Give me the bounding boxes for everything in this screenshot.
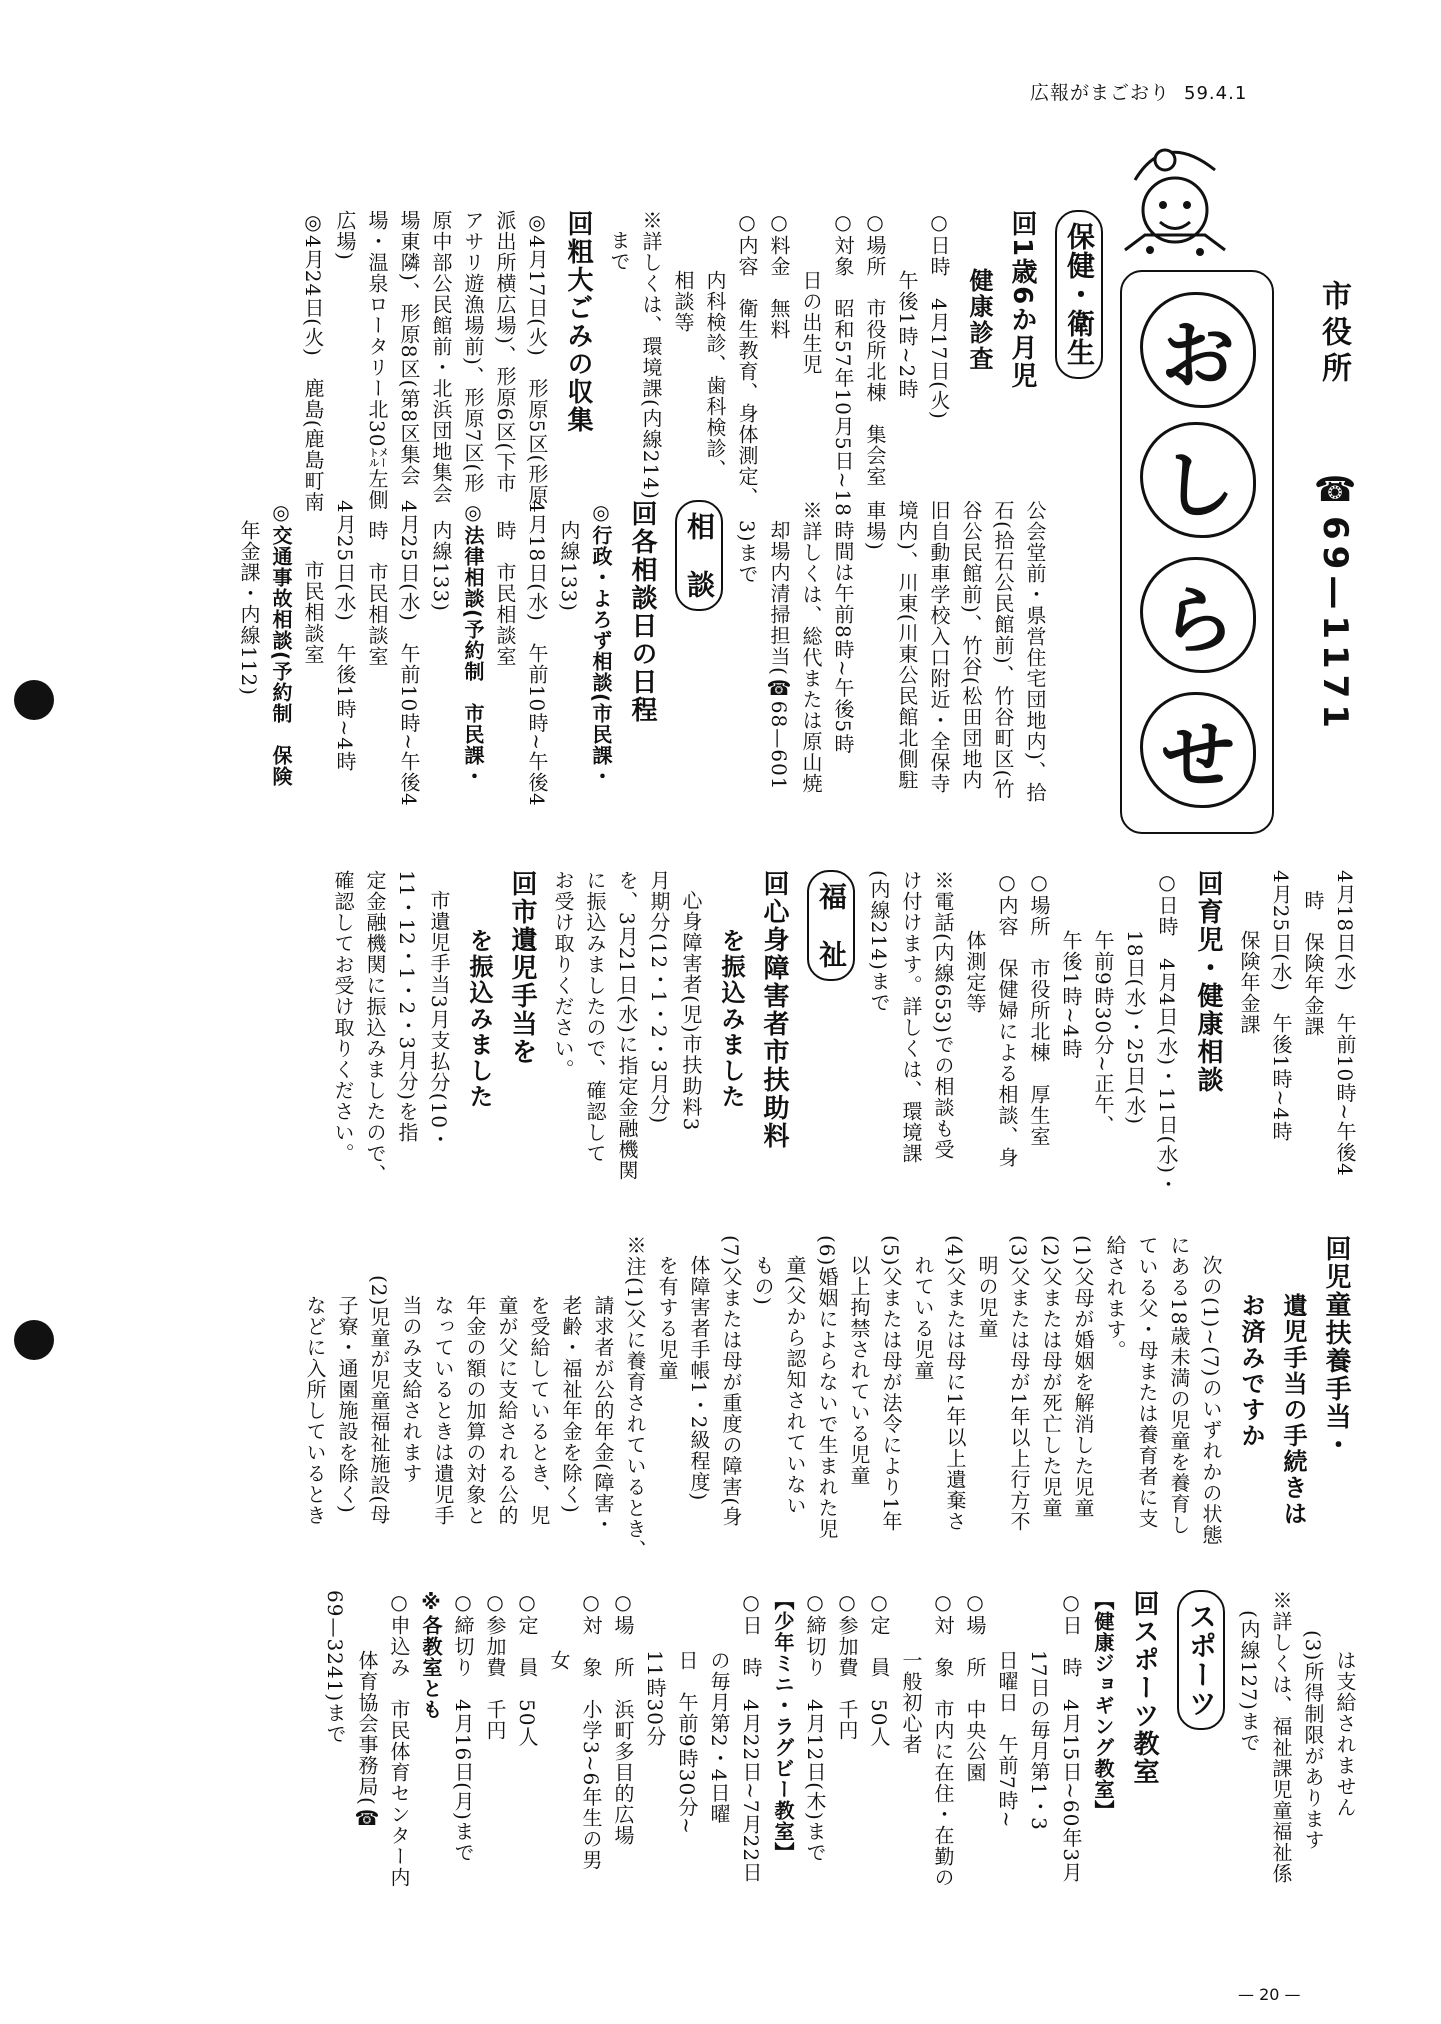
allowance-note-1f: 年金の額の加算の対象と (463, 1295, 487, 1526)
traffic-room: 時 保険年金課 (1301, 890, 1325, 1037)
section-health: 保健・衛生 (1055, 210, 1103, 379)
consult-legal-room: 時 市民相談室 (365, 520, 389, 667)
heading-orphan-allowance-2: を振込みました (465, 927, 493, 1110)
garbage-cont-6: 車場) (863, 500, 887, 551)
banner-char-3: ら (1140, 557, 1256, 673)
rugby-date-4: 11時30分 (643, 1650, 667, 1747)
rugby-target-2: 女 (547, 1650, 571, 1671)
traffic-room-2: 保険年金課 (1237, 930, 1261, 1035)
allowance-case-7: (7)父または母が重度の障害(身 (719, 1235, 743, 1528)
orphan-line-2: 11・12・1・2・3月分)を指 (395, 870, 419, 1143)
consult-admin-ext: 内線133) (557, 520, 581, 612)
childcare-place: ○場所 市役所北棟 厚生室 (1027, 870, 1051, 1147)
allowance-end-4: (内線127)まで (1237, 1610, 1261, 1753)
allowance-case-3: (3)父または母が1年以上行方不 (1007, 1235, 1031, 1533)
allowance-case-4b: れている児童 (911, 1255, 935, 1381)
allowance-end-3: ※詳しくは、福祉課児童福祉係 (1269, 1590, 1293, 1884)
heading-childcare: 回育児・健康相談 (1193, 870, 1223, 1094)
checkup-time: 午後1時~2時 (895, 270, 919, 400)
consult-extra-date: 4月25日(水) 午後1時~4時 (333, 500, 357, 772)
column-child-allowance (81, 1235, 1361, 1575)
allowance-case-7b: 体障害者手帳1・2級程度) (687, 1255, 711, 1502)
allowance-note-2: (2)児童が児童福祉施設(母 (367, 1275, 391, 1526)
garbage-line-7: 広場) (333, 210, 357, 261)
rugby-capacity: ○定 員 50人 (515, 1590, 539, 1748)
garbage-cont-1: 公会堂前・県営住宅団地内)、拾 (1023, 500, 1047, 803)
childcare-content: ○内容 保健婦による相談、身 (995, 870, 1019, 1168)
heading-sports-class: 回スポーツ教室 (1129, 1590, 1159, 1786)
rugby-target: ○対 象 小学3~6年生の男 (579, 1590, 603, 1871)
allowance-note-1c: 老齢・福祉年金を除く) (559, 1295, 583, 1514)
heading-rugby: 【少年ミニ・ラグビー教室】 (771, 1590, 795, 1863)
consult-legal-ext: 内線133) (429, 520, 453, 612)
jog-deadline: ○締切り 4月12日(木)まで (803, 1590, 827, 1863)
garbage-note: ※詳しくは、総代または原山焼 (799, 500, 823, 794)
allowance-case-5b: 以上拘禁されている児童 (847, 1255, 871, 1486)
checkup-fee: ○料金 無料 (767, 210, 791, 340)
allowance-line-1: 次の(1)~(7)のいずれかの状態 (1199, 1255, 1223, 1546)
consult-admin-room: 時 市民相談室 (493, 520, 517, 667)
apply-line-2: 体育協会事務局(☎ (355, 1650, 379, 1831)
rugby-date-3: 日 午前9時30分~ (675, 1650, 699, 1835)
consult-admin: ◎行政・よろず相談(市民課・ (589, 500, 613, 788)
column-consult (101, 500, 1051, 860)
garbage-note-2: 却場内清掃担当(☎68—601 (767, 520, 791, 791)
section-welfare: 福 祉 (807, 870, 855, 981)
garbage-cont-2: 石(拾石公民館前)、竹谷町区(竹 (991, 500, 1015, 800)
allowance-case-3b: 明の児童 (975, 1255, 999, 1339)
checkup-content: ○内容 衛生教育、身体測定、 (735, 210, 759, 508)
disability-line-5: お受け取りください。 (551, 870, 575, 1080)
allowance-case-4: (4)父または母に1年以上遺棄さ (943, 1235, 967, 1533)
section-sports: スポーツ (1177, 1590, 1225, 1730)
garbage-line-6: 場・温泉ロータリー北30㍍左側 (365, 210, 389, 511)
rugby-place: ○場 所 浜町多目的広場 (611, 1590, 635, 1846)
allowance-case-6: (6)婚姻によらないで生まれた児 (815, 1235, 839, 1540)
heading-disability-aid-2: を振込みました (717, 927, 745, 1110)
heading-child-allowance-3: お済みですか (1237, 1292, 1265, 1449)
allowance-line-2: にある18歳未満の児童を養育し (1167, 1235, 1191, 1536)
childcare-time-2: 午後1時~4時 (1059, 930, 1083, 1060)
garbage-note-3: 3)まで (735, 520, 759, 585)
childcare-date-2: 18日(水)・25日(水) (1123, 930, 1147, 1126)
checkup-note-cont: まで (607, 230, 631, 272)
section-consult: 相 談 (675, 500, 723, 611)
banner-char-2: し (1140, 422, 1256, 538)
allowance-note-1h: 当のみ支給されます (399, 1295, 423, 1484)
checkup-note: ※詳しくは、環境課(内線214) (639, 210, 663, 500)
garbage-cont-5: 境内)、川東(川東公民館北側駐 (895, 500, 919, 791)
heading-child-allowance: 回児童扶養手当・ (1321, 1235, 1351, 1459)
consult-traffic-ext: 年金課・内線112) (237, 520, 261, 696)
allowance-note-2c: などに入所しているとき (303, 1295, 327, 1526)
consult-admin-date: 4月18日(水) 午前10時~午後4 (525, 500, 549, 807)
consult-legal-date: 4月25日(水) 午前10時~午後4 (397, 500, 421, 807)
heading-checkup: 回1歳6か月児 (1007, 210, 1037, 391)
heading-orphan-allowance: 回市遺児手当を (507, 870, 537, 1066)
allowance-end-1: は支給されません (1333, 1650, 1357, 1818)
childcare-phone-note: ※電話(内線653)での相談も受 (931, 870, 955, 1160)
disability-line-1: 心身障害者(児)市扶助料3 (679, 890, 703, 1132)
allowance-note-1g: なっているときは遺児手 (431, 1295, 455, 1526)
allowance-case-6b: 童(父から認知されていない (783, 1255, 807, 1516)
garbage-line-2: 派出所横広場)、形原6区(下市 (493, 210, 517, 494)
allowance-note-1e: 童が父に支給される公的 (495, 1295, 519, 1526)
jog-place: ○場 所 中央公園 (963, 1590, 987, 1783)
allowance-note-1: ※注(1)父に養育されているとき、 (623, 1235, 647, 1561)
allowance-note-1d: を受給しているとき、児 (527, 1295, 551, 1526)
checkup-target-cont: 日の出生児 (799, 270, 823, 375)
checkup-content-3: 相談等 (671, 270, 695, 333)
garbage-line-4: 原中部公民館前・北浜団地集会 (429, 210, 453, 504)
rugby-date: ○日 時 4月22日~7月22日 (739, 1590, 763, 1884)
column-sports (81, 1590, 1361, 1950)
column-welfare (81, 870, 1361, 1230)
orphan-line-3: 定金融機関に振込みましたので、 (363, 870, 387, 1185)
city-office-label: 市役所 (1316, 280, 1351, 388)
garbage-line-8: ◎4月24日(火) 鹿島(鹿島町南 (301, 210, 325, 513)
disability-line-3: を、3月21日(水)に指定金融機関 (615, 870, 639, 1181)
jog-date: ○日 時 4月15日~60年3月 (1059, 1590, 1083, 1884)
traffic-date-2: 4月25日(水) 午後1時~4時 (1269, 870, 1293, 1142)
apply-line-3: 69—3241)まで (323, 1590, 347, 1745)
rugby-date-2: の毎月第2・4日曜 (707, 1650, 731, 1825)
heading-checkup-sub: 健康診査 (965, 267, 993, 372)
allowance-note-1b: 請求者が公的年金(障害・ (591, 1295, 615, 1535)
consult-legal: ◎法律相談(予約制 市民課・ (461, 500, 485, 788)
childcare-date: ○日時 4月4日(水)・11日(水)・ (1155, 870, 1179, 1196)
checkup-date: ○日時 4月17日(火) (927, 210, 951, 420)
rugby-deadline: ○締切り 4月16日(月)まで (451, 1590, 475, 1863)
heading-garbage: 回粗大ごみの収集 (563, 210, 593, 434)
allowance-note-2b: 子寮・通園施設を除く) (335, 1295, 359, 1514)
apply-line-1: ○申込み 市民体育センター内 (387, 1590, 411, 1888)
allowance-line-4: 給されます。 (1103, 1235, 1127, 1361)
allowance-case-2: (2)父または母が死亡した児童 (1039, 1235, 1063, 1519)
checkup-place: ○場所 市役所北棟 集会室 (863, 210, 887, 487)
childcare-phone-note-3: (内線214)まで (867, 870, 891, 1013)
disability-line-4: に振込みましたので、確認して (583, 870, 607, 1164)
issue-date: 59.4.1 (1184, 83, 1248, 104)
orphan-line-4: 確認してお受け取りください。 (331, 870, 355, 1164)
allowance-case-1: (1)父母が婚姻を解消した児童 (1071, 1235, 1095, 1519)
childcare-content-2: 体測定等 (963, 930, 987, 1014)
heading-disability-aid: 回心身障害者市扶助料 (759, 870, 789, 1150)
jog-date-3: 日曜日 午前7時~ (995, 1650, 1019, 1829)
publication-title: 広報がまごおり (1030, 82, 1171, 104)
allowance-end-2: (3)所得制限があります (1301, 1630, 1325, 1851)
punch-hole-bottom (14, 1320, 54, 1360)
traffic-date: 4月18日(水) 午前10時~午後4 (1333, 870, 1357, 1177)
classes-common-note: ※各教室とも (419, 1590, 443, 1720)
garbage-cont-3: 谷公民館前)、竹谷(松田団地内 (959, 500, 983, 791)
childcare-time: 午前9時30分~正午、 (1091, 930, 1115, 1136)
heading-jogging: 【健康ジョギング教室】 (1091, 1590, 1115, 1821)
jog-date-2: 17日の毎月第1・3 (1027, 1650, 1051, 1831)
garbage-hours: 時間は午前8時~午後5時 (831, 520, 855, 755)
garbage-cont-4: 旧自動車学校入口附近・全保寺 (927, 500, 951, 794)
page-number: — 20 — (1238, 1985, 1301, 2004)
oshirase-banner (1115, 140, 1355, 800)
allowance-case-5: (5)父または母が法令により1年 (879, 1235, 903, 1533)
allowance-case-6c: もの) (751, 1255, 775, 1306)
garbage-line-3: アサリ遊漁場前)、形原7区(形 (461, 210, 485, 494)
checkup-content-2: 内科検診、歯科検診、 (703, 270, 727, 480)
clown-illustration-icon (1105, 140, 1245, 270)
jog-target: ○対 象 市内に在住・在勤の (931, 1590, 955, 1888)
allowance-case-7c: を有する児童 (655, 1255, 679, 1381)
punch-hole-top (14, 680, 54, 720)
consult-extra-room: 市民相談室 (301, 560, 325, 665)
jog-capacity: ○定 員 50人 (867, 1590, 891, 1748)
banner-char-1: お (1140, 292, 1256, 408)
city-office-phone: ☎69—1171 (1315, 470, 1355, 734)
garbage-line-1: ◎4月17日(火) 形原5区(形原 (525, 210, 549, 506)
garbage-line-5: 場東隣)、形原8区(第8区集会 (397, 210, 421, 487)
jog-fee: ○参加費 千円 (835, 1590, 859, 1741)
heading-consult-schedule: 回各相談日の日程 (627, 500, 657, 724)
consult-traffic: ◎交通事故相談(予約制 保険 (269, 500, 293, 788)
page-header (1030, 78, 1247, 105)
rugby-fee: ○参加費 千円 (483, 1590, 507, 1741)
orphan-line-1: 市遺児手当3月支払分(10・ (427, 890, 451, 1150)
jog-target-2: 一般初心者 (899, 1650, 923, 1755)
banner-scroll (1120, 270, 1274, 834)
heading-child-allowance-2: 遺児手当の手続きは (1279, 1292, 1307, 1527)
disability-line-2: 月期分(12・1・2・3月分) (647, 870, 671, 1125)
checkup-target: ○対象 昭和57年10月5日~18 (831, 210, 855, 517)
allowance-line-3: ている父・母または養育者に支 (1135, 1235, 1159, 1529)
banner-char-4: せ (1140, 692, 1256, 808)
childcare-phone-note-2: け付けます。詳しくは、環境課 (899, 870, 923, 1164)
